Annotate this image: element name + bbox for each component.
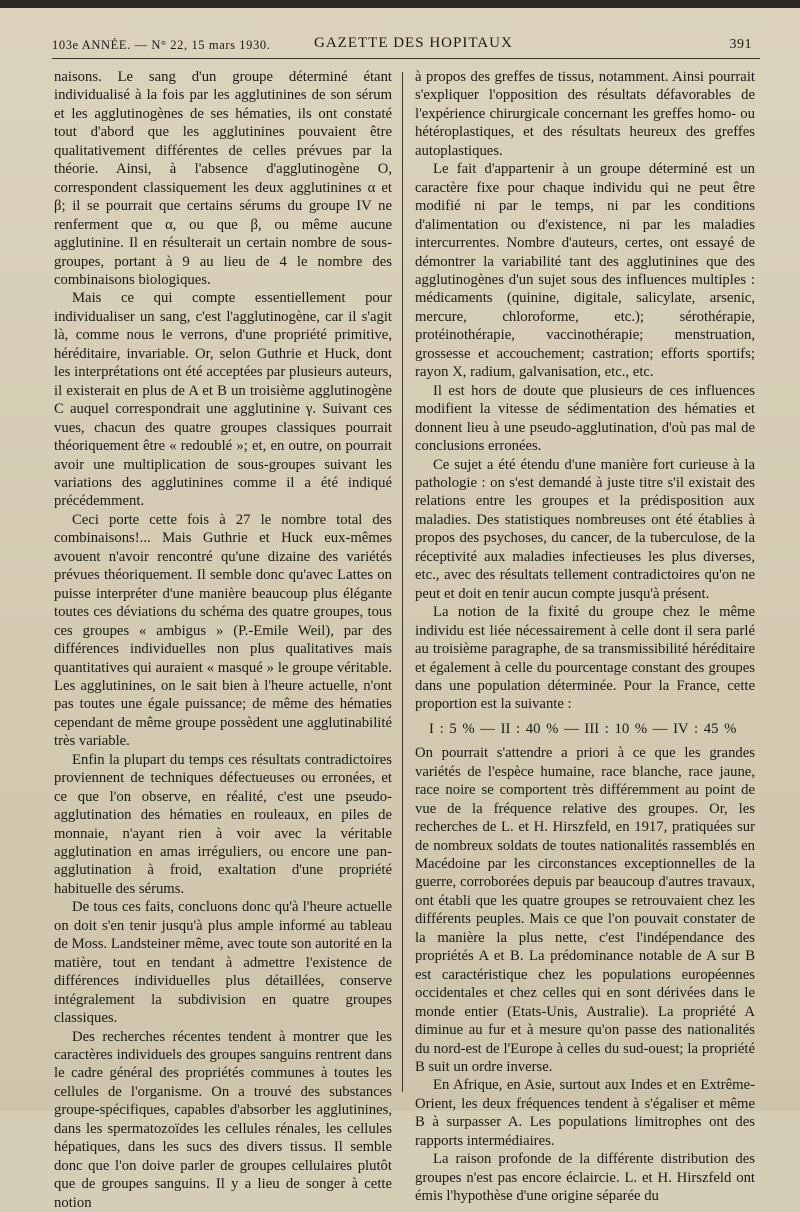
paragraph: On pourrait s'attendre a priori à ce que les grandes variétés de l'espèce humaine, race blanche, race jaune, race noire se comportent très différemment au point de vue de la fréquence relative des groupes. Or, les recherches de L. et H. Hirszfeld, en 1917, pratiquées sur de nombreux soldats de toutes nationalités rassemblés en Macédoine par les circonstances exceptionnelles de la guerre, corroborées depuis par beaucoup d'autres travaux, ont établi que les quatre groupes se retrouvaient chez les différents peuples. Mais ce que l'on pouvait constater de la manière la plus nette, c'est l'indépendance des propriétés A et B. La prédominance notable de A sur B est caractéristique chez les populations européennes occidentales et chez celles qui en sont dérivées dans le monde entier (Etats-Unis, Australie). La propriété A diminue au fur et à mesure qu'on passe des nationalités du nord-est de l'Europe à celles du sud-ouest; la propriété B suit un ordre inverse. <box>415 745 755 1076</box>
header-rule <box>52 58 760 59</box>
paragraph: à propos des greffes de tissus, notamment. Ainsi pourrait s'expliquer l'opposition des résultats défavorables de l'expérience chirurgicale concernant les greffes homo- ou hétéroplastiques, et des résultats heureux des greffes autoplastiques. <box>415 69 755 159</box>
paragraph: Ceci porte cette fois à 27 le nombre total des combinaisons!... Mais Guthrie et Huck eux-mêmes avouent n'avoir rencontré qu'une dizaine des variétés prévues théoriquement. Il semble donc qu'avec Lattes on puisse interpréter d'une manière beaucoup plus élégante toutes ces déviations du schéma des quatre groupes, tous ces groupes « ambigus » (P.-Emile Weil), par des différences individuelles non plus qualitatives mais quantitatives qui auraient « masqué » le groupe véritable. Les agglutinines, on le sait bien à l'heure actuelle, n'ont pas toutes une égale puissance; de même des hématies cependant de même groupe possèdent une agglutinabilité très variable. <box>54 511 392 750</box>
blood-group-percentages: I : 5 % — II : 40 % — III : 10 % — IV : 45 % <box>429 720 737 737</box>
paragraph: En Afrique, en Asie, surtout aux Indes et en Extrême-Orient, les deux fréquences tendent à s'égaliser et même B à surpasser A. Les populations limitrophes ont des rapports intermédiaires. <box>415 1077 755 1149</box>
paragraph: La notion de la fixité du groupe chez le même individu est liée nécessairement à celle dont il sera parlé au troisième paragraphe, de sa transmissibilité héréditaire et également à celle du pourcentage constant des groupes dans une population déterminée. Pour la France, cette proportion est la suivante : <box>415 604 755 713</box>
page-top-edge <box>0 0 800 8</box>
paragraph: Le fait d'appartenir à un groupe déterminé est un caractère fixe pour chaque individu qui ne peut être modifié ni par le temps, ni par les conditions d'alimentation ou d'existence, ni par les maladies intercurrentes. Nombre d'auteurs, certes, ont essayé de démontrer la variabilité tant des agglutinines que des agglutinogènes d'un sujet sous des influences multiples : médicaments (quinine, digitale, salicylate, arsenic, mercure, chloroforme, etc.); sérothérapie, protéinothérapie, vaccinothérapie; menstruation, grossesse et accouchement; castration; efforts sportifs; rayon X, radium, galvanisation, etc., etc. <box>415 161 755 381</box>
issue-info: 103e ANNÉE. — N° 22, 15 mars 1930. <box>52 38 271 52</box>
journal-title: GAZETTE DES HOPITAUX <box>314 35 513 51</box>
paragraph: La raison profonde de la différente distribution des groupes n'est pas encore éclaircie. L. et H. Hirszfeld ont émis l'hypothèse d'une origine séparée du <box>415 1151 755 1205</box>
paragraph: Mais ce qui compte essentiellement pour individualiser un sang, c'est l'agglutinogène, car il s'agit là, comme nous le verrons, d'une propriété primitive, héréditaire, invariable. Or, selon Guthrie et Huck, dont les interprétations ont été acceptées par plusieurs auteurs, il existerait en plus de A et B un troisième agglutinogène C auquel correspondrait une agglutinine γ. Suivant ces vues, chacun des quatre groupes classiques pourrait théoriquement être « redoublé »; et, en outre, on pourrait avoir une multiplication de sous-groupes suivant les variations des agglutinines comme il a été indiqué précédemment. <box>54 290 392 510</box>
left-column <box>54 68 392 1212</box>
right-column <box>415 68 755 1206</box>
column-divider <box>402 72 403 1092</box>
paragraph: Des recherches récentes tendent à montrer que les caractères individuels des groupes sanguins rentrent dans le cadre général des propriétés communes à toutes les cellules de l'organisme. On a trouvé des substances groupe-spécifiques, capables d'absorber les agglutinines, dans les spermatozoïdes les cellules rénales, les cellules hépatiques, dans les sucs des divers tissus. Il semble donc que l'on doive parler de groupes cellulaires plutôt que de groupes sanguins. Il y a lieu de songer à cette notion <box>54 1028 392 1211</box>
paragraph: naisons. Le sang d'un groupe déterminé étant individualisé à la fois par les agglutinines de son sérum et les agglutinogènes de ses hématies, ils ont constaté tout d'abord que les agglutinines pouvaient être qualitativement différentes de celles prévues par la théorie. Ainsi, à l'absence d'agglutinogène O, correspondent classiquement les deux agglutinines α et β; il se pourrait que certains sérums du groupe IV ne renferment que α, ou que β, ou même aucune agglutinine. Il en résulterait un certain nombre de sous-groupes, portant à 9 au lieu de 4 le nombre des combinaisons biologiques. <box>54 69 392 288</box>
running-header <box>52 34 760 58</box>
paragraph: De tous ces faits, concluons donc qu'à l'heure actuelle on doit s'en tenir jusqu'à plus ample informé au tableau de Moss. Landsteiner même, avec toute son autorité en la matière, tout en tendant à admettre l'existence de différences individuelles plus détaillées, conserve intégralement la subdivision en quatre groupes classiques. <box>54 899 392 1027</box>
paragraph: Il est hors de doute que plusieurs de ces influences modifient la vitesse de sédimentation des hématies et donnent lieu à une pseudo-agglutination, d'où pas mal de conclusions erronées. <box>415 382 755 455</box>
paragraph: Enfin la plupart du temps ces résultats contradictoires proviennent de techniques défectueuses ou erronées, et ce que l'on observe, en réalité, c'est une pseudo-agglutination des hématies en rouleaux, en piles de monnaie, n'ayant rien à voir avec la véritable agglutination en amas irréguliers, ou encore une pan-agglutination à froid, exaltation d'une propriété habituelle des sérums. <box>54 751 392 897</box>
paragraph: Ce sujet a été étendu d'une manière fort curieuse à la pathologie : on s'est demandé à juste titre s'il existait des relations entre les groupes et la prédisposition aux maladies. Des statistiques nombreuses ont été établies à propos des psychoses, du cancer, de la tuberculose, de la réceptivité aux maladies infectieuses les plus diverses, etc., avec des résultats tellement contradictoires qu'on ne peut et doit en tenir aucun compte jusqu'à présent. <box>415 456 755 602</box>
page-number: 391 <box>729 37 752 52</box>
